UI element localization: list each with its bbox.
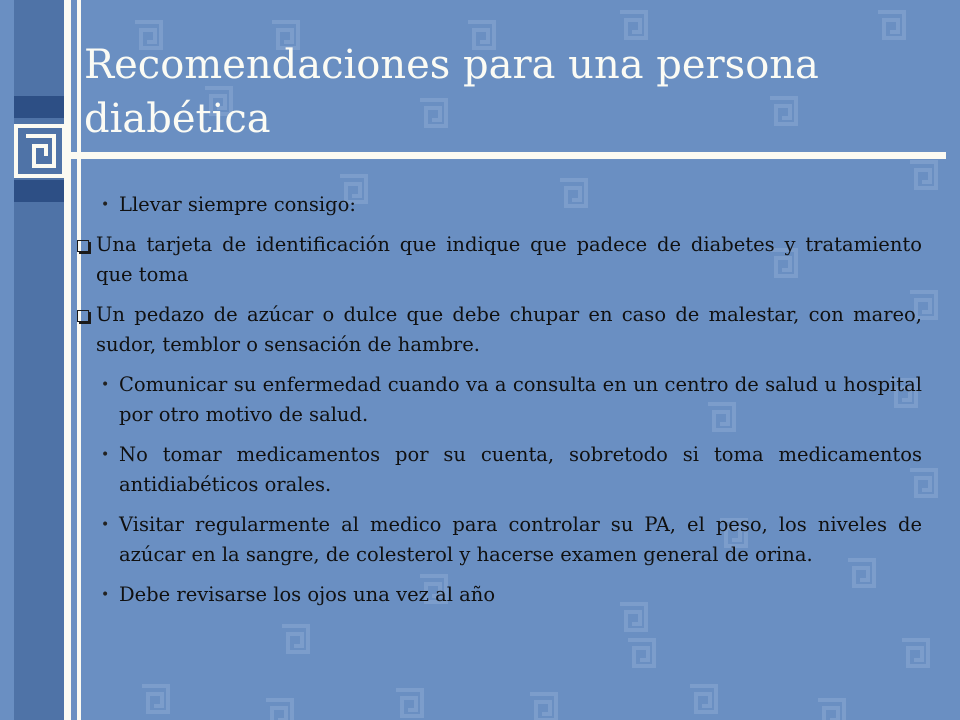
list-item-text: Un pedazo de azúcar o dulce que debe chupar en caso de malestar, con mareo, sudor, temblor o sensación de hambre. — [96, 303, 922, 356]
list-item-text: Comunicar su enfermedad cuando va a consulta en un centro de salud u hospital por otro motivo de salud. — [119, 373, 922, 426]
left-dark-band — [14, 180, 64, 202]
title-underline — [64, 152, 946, 159]
slide-title: Recomendaciones para una persona diabética — [84, 42, 819, 142]
vertical-rule-thin — [77, 0, 81, 720]
vertical-rule — [64, 0, 71, 720]
left-dark-band — [14, 96, 64, 118]
list-item — [73, 300, 922, 360]
list-item-text: Una tarjeta de identificación que indique que padece de diabetes y tratamiento que toma — [96, 233, 922, 286]
list-item-text: Debe revisarse los ojos una vez al año — [119, 583, 496, 606]
greek-key-ornament-icon — [14, 124, 66, 178]
list-item — [96, 510, 922, 570]
bullet-list — [96, 190, 922, 620]
checkbox-bullet-icon — [77, 310, 89, 322]
bullet-dot-icon: • — [101, 447, 110, 463]
list-item-text: No tomar medicamentos por su cuenta, sobretodo si toma medicamentos antidiabéticos orales. — [119, 443, 922, 496]
bullet-dot-icon: • — [101, 587, 110, 603]
list-item-text: Visitar regularmente al medico para controlar su PA, el peso, los niveles de azúcar en la sangre, de colesterol y hacerse examen general de orina. — [119, 513, 922, 566]
bullet-dot-icon: • — [101, 377, 110, 393]
list-item — [73, 230, 922, 290]
checkbox-bullet-icon — [77, 240, 89, 252]
bullet-dot-icon: • — [101, 517, 110, 533]
list-item — [96, 440, 922, 500]
list-item — [96, 190, 922, 220]
list-item-text: Llevar siempre consigo: — [119, 193, 356, 216]
list-item — [96, 370, 922, 430]
list-item — [96, 580, 922, 610]
bullet-dot-icon: • — [101, 197, 110, 213]
